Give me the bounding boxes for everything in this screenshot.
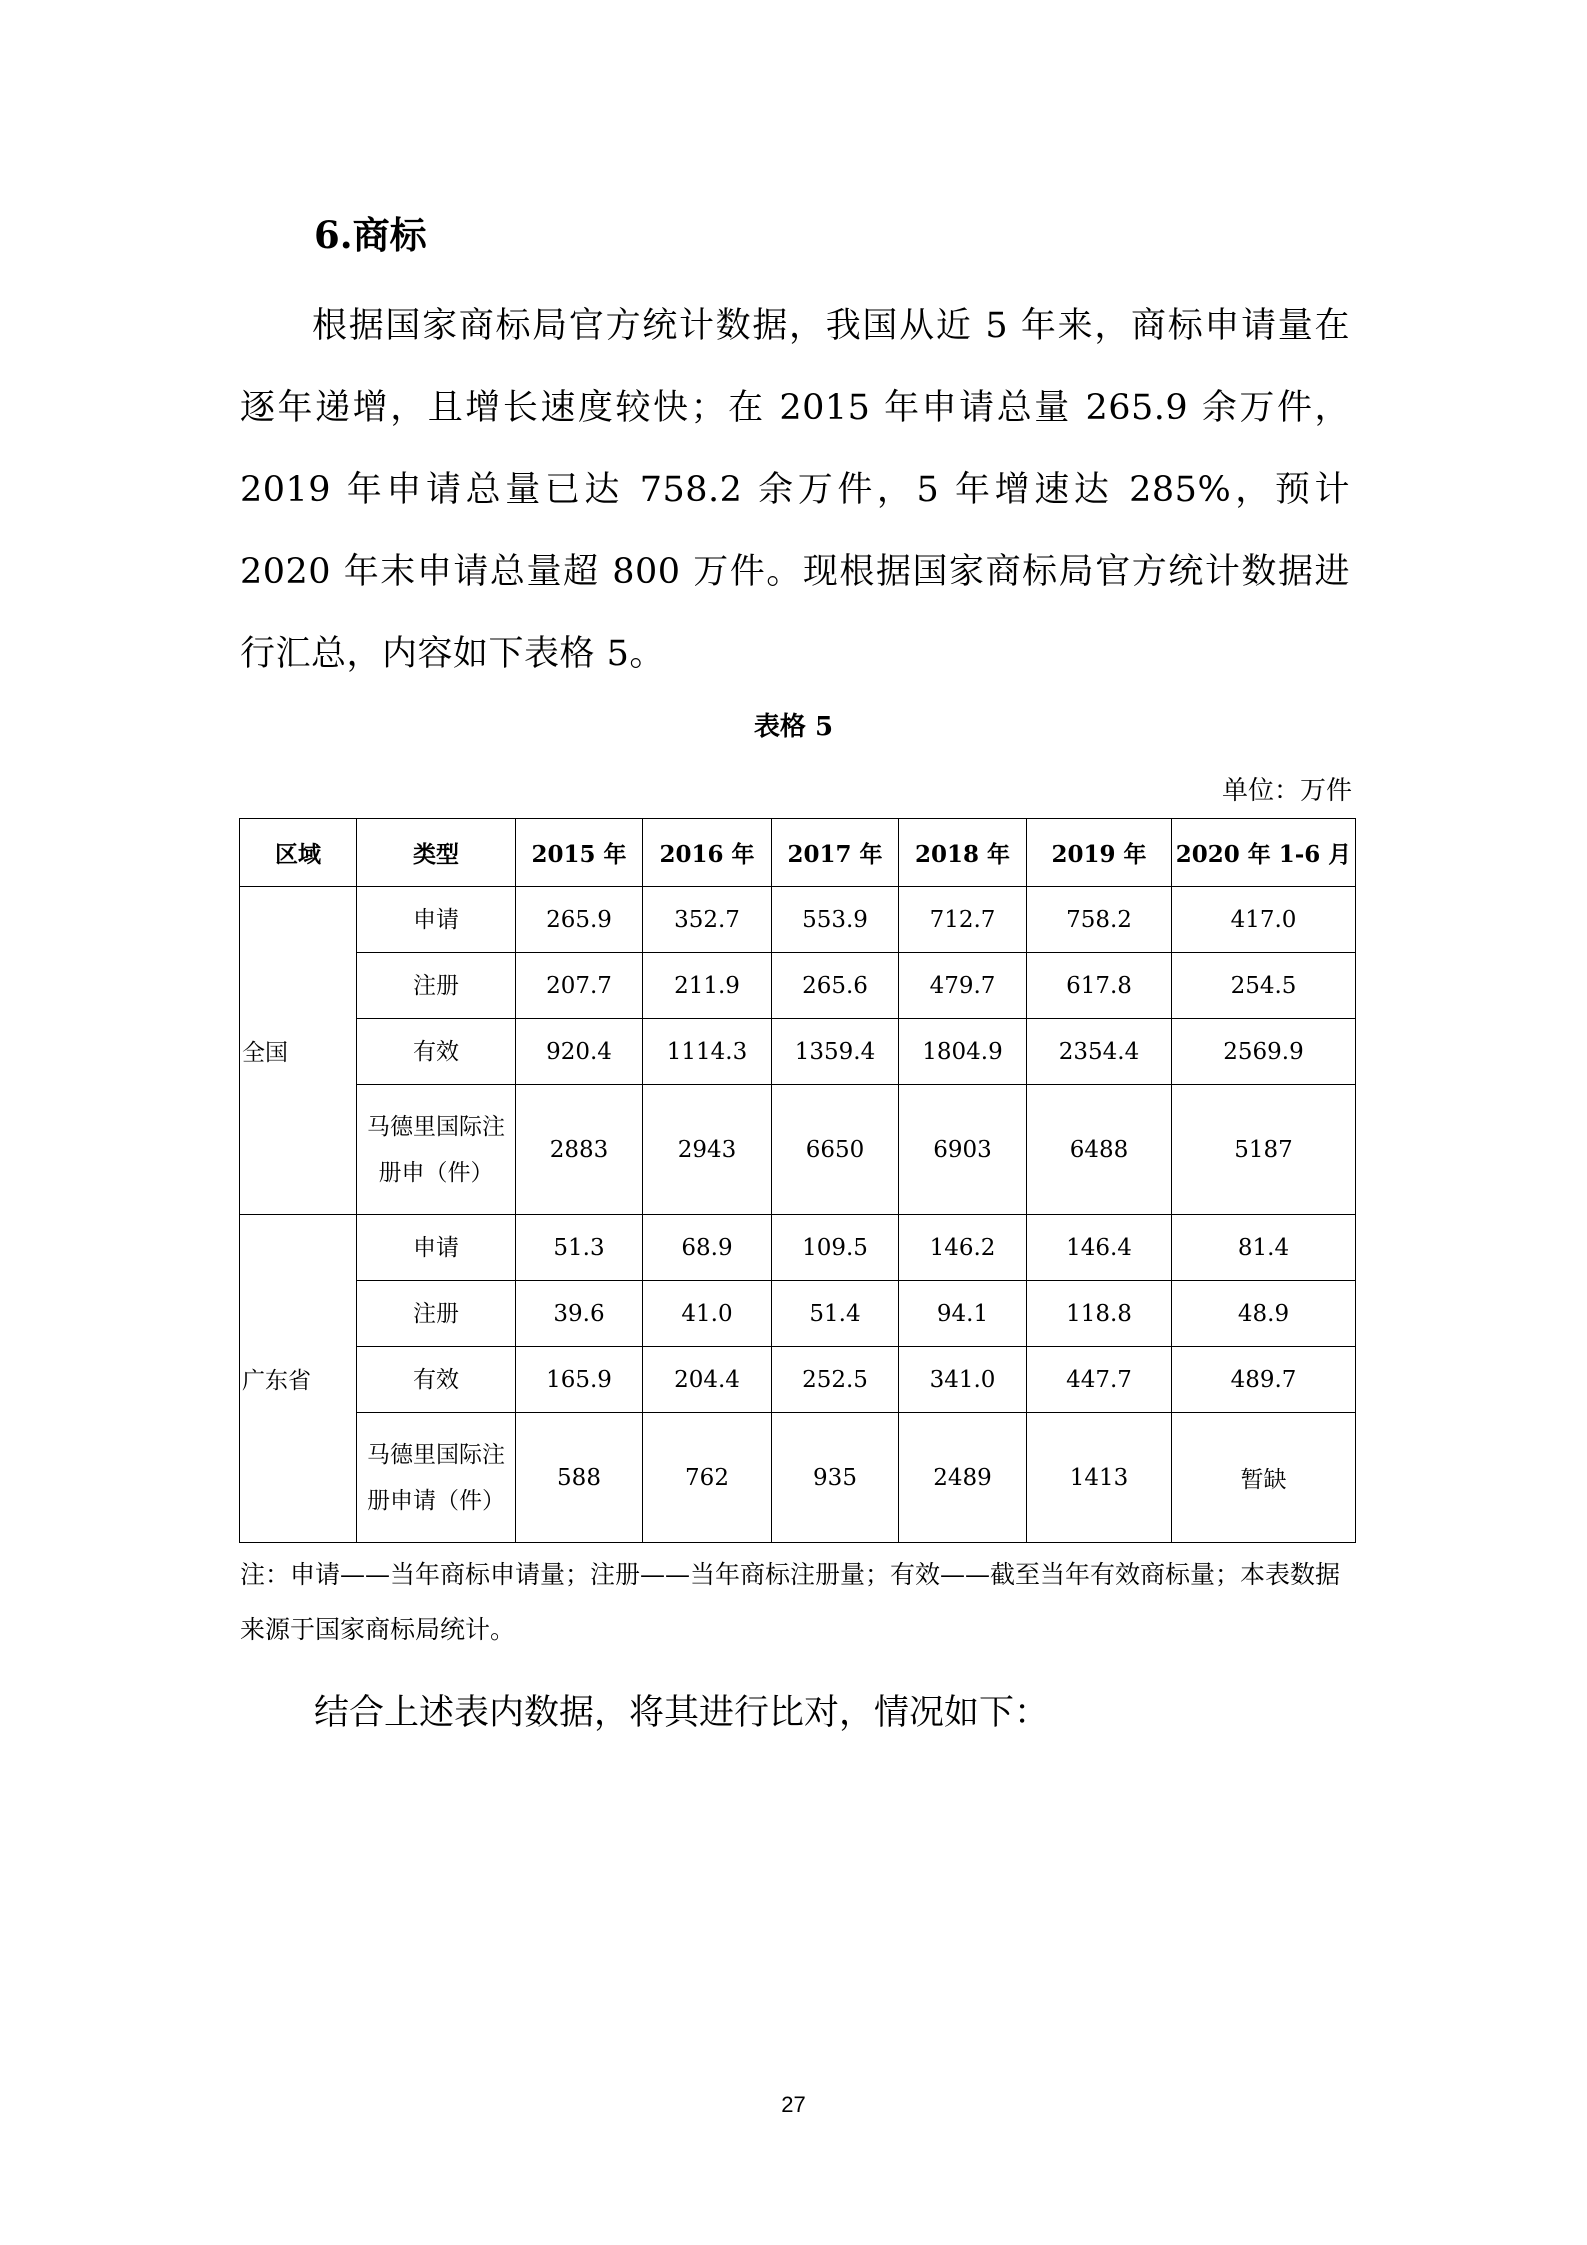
header-cell: 2018 年: [899, 819, 1027, 887]
value-cell: 6488: [1027, 1085, 1172, 1215]
table-note: 注：申请——当年商标申请量；注册——当年商标注册量；有效——截至当年有效商标量；本表数据来源于国家商标局统计。: [240, 1560, 1341, 1644]
value-cell: 489.7: [1172, 1347, 1356, 1413]
type-cell: 有效: [357, 1347, 516, 1413]
value-cell: 94.1: [899, 1281, 1027, 1347]
value-cell: 204.4: [643, 1347, 772, 1413]
value-cell: 2489: [899, 1413, 1027, 1543]
type-cell: 注册: [357, 953, 516, 1019]
value-cell: 211.9: [643, 953, 772, 1019]
value-cell: 118.8: [1027, 1281, 1172, 1347]
value-cell: 341.0: [899, 1347, 1027, 1413]
region-cell: 广东省: [240, 1215, 357, 1543]
header-cell: 2016 年: [643, 819, 772, 887]
value-cell: 254.5: [1172, 953, 1356, 1019]
table-row: [240, 1019, 1356, 1085]
value-cell: 2943: [643, 1085, 772, 1215]
value-cell: 553.9: [772, 887, 899, 953]
value-cell: 41.0: [643, 1281, 772, 1347]
trademark-statistics-table: [239, 818, 1356, 1543]
value-cell: 588: [516, 1413, 643, 1543]
body-paragraph: 根据国家商标局官方统计数据，我国从近 5 年来，商标申请量在逐年递增，且增长速度较快；在 2015 年申请总量 265.9 余万件，2019 年申请总量已达 758.2 余万件，5 年增速达 285%，预计 2020 年末申请总量超 800 万件。现根据国家商标局官方统计数据进行汇总，内容如下表格 5。: [240, 306, 1350, 674]
value-cell: 1804.9: [899, 1019, 1027, 1085]
value-cell: 39.6: [516, 1281, 643, 1347]
header-cell: 类型: [357, 819, 516, 887]
table-header-row: [240, 819, 1356, 887]
value-cell: 265.9: [516, 887, 643, 953]
type-cell: 申请: [357, 1215, 516, 1281]
value-cell: 920.4: [516, 1019, 643, 1085]
closing-sentence: 结合上述表内数据，将其进行比对，情况如下：: [314, 1693, 1050, 1733]
value-cell: 265.6: [772, 953, 899, 1019]
table-row: [240, 1215, 1356, 1281]
table-row: [240, 1347, 1356, 1413]
value-cell: 352.7: [643, 887, 772, 953]
value-cell: 447.7: [1027, 1347, 1172, 1413]
table-unit-label: 单位：万件: [1221, 776, 1352, 806]
section-heading: 6.商标: [314, 213, 427, 257]
value-cell: 6903: [899, 1085, 1027, 1215]
value-cell: 1413: [1027, 1413, 1172, 1543]
value-cell: 1114.3: [643, 1019, 772, 1085]
type-cell: 马德里国际注册申请（件）: [357, 1413, 516, 1543]
value-cell: 935: [772, 1413, 899, 1543]
value-cell: 2354.4: [1027, 1019, 1172, 1085]
value-cell: 5187: [1172, 1085, 1356, 1215]
value-cell: 2883: [516, 1085, 643, 1215]
value-cell: 2569.9: [1172, 1019, 1356, 1085]
value-cell: 146.4: [1027, 1215, 1172, 1281]
type-cell: 马德里国际注册申（件）: [357, 1085, 516, 1215]
value-cell: 51.4: [772, 1281, 899, 1347]
table-row: [240, 887, 1356, 953]
header-cell: 2015 年: [516, 819, 643, 887]
header-cell: 2019 年: [1027, 819, 1172, 887]
value-cell: 207.7: [516, 953, 643, 1019]
value-cell: 68.9: [643, 1215, 772, 1281]
type-cell: 注册: [357, 1281, 516, 1347]
value-cell: 165.9: [516, 1347, 643, 1413]
value-cell: 109.5: [772, 1215, 899, 1281]
table-row: [240, 1281, 1356, 1347]
value-cell: 51.3: [516, 1215, 643, 1281]
value-cell: 417.0: [1172, 887, 1356, 953]
value-cell: 暂缺: [1172, 1413, 1356, 1543]
value-cell: 617.8: [1027, 953, 1172, 1019]
table-caption: 表格 5: [753, 712, 834, 742]
value-cell: 146.2: [899, 1215, 1027, 1281]
region-cell: 全国: [240, 887, 357, 1215]
value-cell: 6650: [772, 1085, 899, 1215]
type-cell: 申请: [357, 887, 516, 953]
header-cell: 2017 年: [772, 819, 899, 887]
value-cell: 252.5: [772, 1347, 899, 1413]
value-cell: 479.7: [899, 953, 1027, 1019]
value-cell: 712.7: [899, 887, 1027, 953]
page-number: 27: [781, 2092, 806, 2117]
table-row: [240, 1413, 1356, 1543]
table-row: [240, 1085, 1356, 1215]
header-cell: 2020 年 1-6 月: [1172, 819, 1356, 887]
table-row: [240, 953, 1356, 1019]
value-cell: 48.9: [1172, 1281, 1356, 1347]
value-cell: 758.2: [1027, 887, 1172, 953]
value-cell: 762: [643, 1413, 772, 1543]
type-cell: 有效: [357, 1019, 516, 1085]
value-cell: 81.4: [1172, 1215, 1356, 1281]
header-cell: 区域: [240, 819, 357, 887]
value-cell: 1359.4: [772, 1019, 899, 1085]
